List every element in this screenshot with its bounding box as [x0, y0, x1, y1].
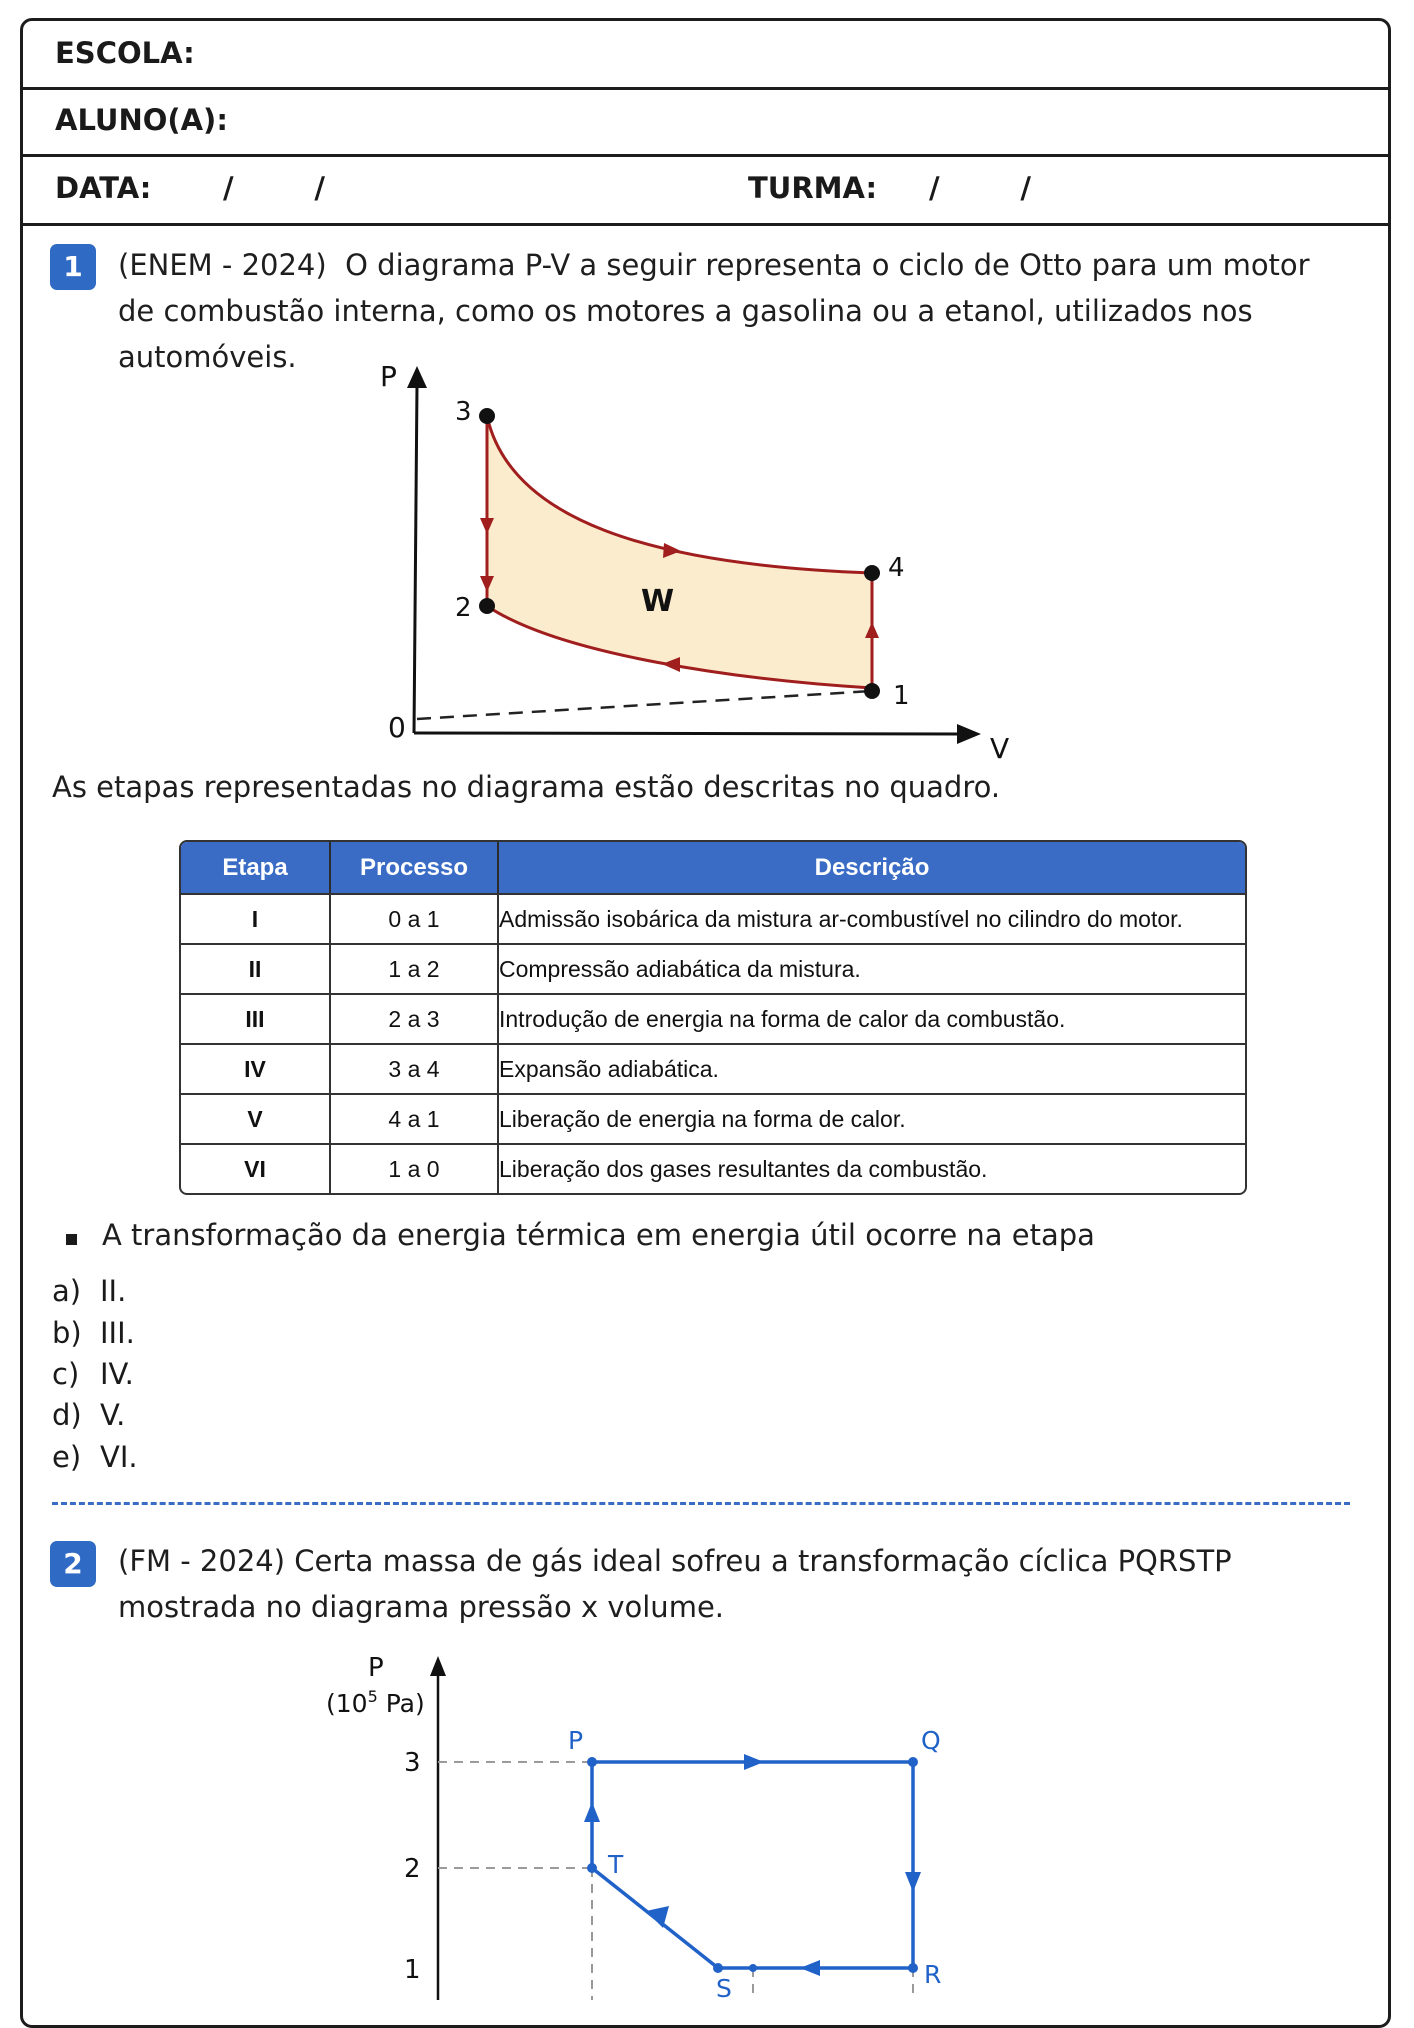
table-row — [181, 893, 1245, 943]
point-S — [713, 1963, 723, 1973]
option-text: V. — [100, 1398, 126, 1432]
etapa-cell: II — [181, 943, 331, 993]
p-axis-label: P — [368, 1653, 384, 1683]
option-letter: a) — [52, 1274, 82, 1308]
table-intro: As etapas representadas no diagrama estão descritas no quadro. — [52, 770, 1001, 804]
option-letter: c) — [52, 1357, 80, 1391]
p-axis-arrow — [430, 1656, 446, 1676]
point-Q-label: Q — [921, 1726, 941, 1755]
direction-arrow — [800, 1960, 820, 1976]
question-2-number: 2 — [50, 1541, 96, 1587]
point-T-label: T — [608, 1850, 624, 1879]
p-axis — [414, 384, 417, 733]
option-text: III. — [100, 1316, 135, 1350]
table-row — [181, 1093, 1245, 1143]
column-header: Descrição — [499, 842, 1245, 893]
processo-cell: 0 a 1 — [331, 893, 499, 943]
option-d[interactable] — [52, 1398, 125, 1432]
bullet-square-icon — [66, 1234, 77, 1245]
point-2 — [479, 598, 495, 614]
pressure-unit-label: ($10^5$ Pa) — [326, 1687, 425, 1718]
table-row — [181, 1043, 1245, 1093]
guide-point — [749, 1964, 757, 1972]
point-4 — [864, 565, 880, 581]
etapa-cell: III — [181, 993, 331, 1043]
descricao-cell: Liberação dos gases resultantes da combustão. — [499, 1143, 1245, 1193]
table-header-row — [181, 842, 1245, 893]
option-letter: e) — [52, 1440, 82, 1474]
option-e[interactable] — [52, 1440, 138, 1474]
isobaric-dashed-line — [417, 691, 872, 719]
work-label: W — [641, 584, 675, 619]
p-axis-arrow — [407, 366, 427, 388]
y-tick-label: 1 — [404, 1955, 421, 1985]
point-2-label: 2 — [455, 593, 472, 623]
data-label: DATA: — [55, 171, 152, 205]
origin-label: 0 — [388, 711, 406, 744]
point-R — [908, 1963, 918, 1973]
point-T — [587, 1863, 597, 1873]
processo-cell: 3 a 4 — [331, 1043, 499, 1093]
table-row — [181, 1143, 1245, 1193]
question-1-line1: (ENEM - 2024) O diagrama P-V a seguir representa o ciclo de Otto para um motor — [118, 248, 1310, 282]
processo-cell: 4 a 1 — [331, 1093, 499, 1143]
etapa-cell: VI — [181, 1143, 331, 1193]
table-row — [181, 943, 1245, 993]
option-text: VI. — [100, 1440, 138, 1474]
pqrst-cycle-diagram — [0, 1640, 1414, 2000]
direction-arrow — [744, 1754, 764, 1770]
question-2-line2: mostrada no diagrama pressão x volume. — [118, 1590, 724, 1624]
direction-arrow — [905, 1872, 921, 1892]
descricao-cell: Compressão adiabática da mistura. — [499, 943, 1245, 993]
option-letter: d) — [52, 1398, 82, 1432]
question-1-number: 1 — [50, 244, 96, 290]
point-P — [587, 1757, 597, 1767]
point-1-label: 1 — [893, 681, 910, 711]
point-Q — [908, 1757, 918, 1767]
descricao-cell: Liberação de energia na forma de calor. — [499, 1093, 1245, 1143]
etapa-cell: IV — [181, 1043, 331, 1093]
question-1-line2: de combustão interna, como os motores a gasolina ou a etanol, utilizados nos automóveis. — [118, 294, 1253, 374]
direction-arrow — [584, 1802, 600, 1822]
processo-cell: 1 a 2 — [331, 943, 499, 993]
table-row — [181, 993, 1245, 1043]
column-header: Etapa — [181, 842, 331, 893]
point-1 — [864, 683, 880, 699]
v-axis-label: V — [990, 732, 1010, 765]
option-text: IV. — [100, 1357, 134, 1391]
descricao-cell: Introdução de energia na forma de calor da combustão. — [499, 993, 1245, 1043]
option-a[interactable] — [52, 1274, 126, 1308]
escola-label: ESCOLA: — [55, 36, 195, 70]
etapa-cell: V — [181, 1093, 331, 1143]
y-tick-label: 2 — [404, 1854, 421, 1884]
processo-cell: 2 a 3 — [331, 993, 499, 1043]
turma-label: TURMA: — [748, 171, 878, 205]
turma-slashes: / / — [929, 171, 1031, 205]
point-3 — [479, 408, 495, 424]
descricao-cell: Admissão isobárica da mistura ar-combustível no cilindro do motor. — [499, 893, 1245, 943]
aluno-label: ALUNO(A): — [55, 103, 228, 137]
question-1-prompt: A transformação da energia térmica em energia útil ocorre na etapa — [102, 1218, 1095, 1252]
point-3-label: 3 — [455, 397, 472, 427]
point-S-label: S — [716, 1974, 732, 2000]
otto-cycle-diagram — [0, 0, 1414, 780]
data-slashes: / / — [223, 171, 325, 205]
point-4-label: 4 — [888, 553, 905, 583]
etapas-table — [179, 840, 1247, 1195]
p-axis-label: P — [380, 360, 397, 393]
etapa-cell: I — [181, 893, 331, 943]
v-axis — [414, 733, 960, 734]
point-P-label: P — [568, 1726, 584, 1755]
y-tick-label: 3 — [404, 1748, 421, 1778]
cycle-path — [592, 1762, 913, 1968]
option-text: II. — [100, 1274, 127, 1308]
option-letter: b) — [52, 1316, 82, 1350]
column-header: Processo — [331, 842, 499, 893]
v-axis-arrow — [957, 724, 981, 744]
processo-cell: 1 a 0 — [331, 1143, 499, 1193]
question-2-line1: (FM - 2024) Certa massa de gás ideal sofreu a transformação cíclica PQRSTP — [118, 1544, 1232, 1578]
descricao-cell: Expansão adiabática. — [499, 1043, 1245, 1093]
point-R-label: R — [924, 1960, 942, 1989]
question-separator — [52, 1502, 1350, 1505]
option-c[interactable] — [52, 1357, 134, 1391]
option-b[interactable] — [52, 1316, 135, 1350]
